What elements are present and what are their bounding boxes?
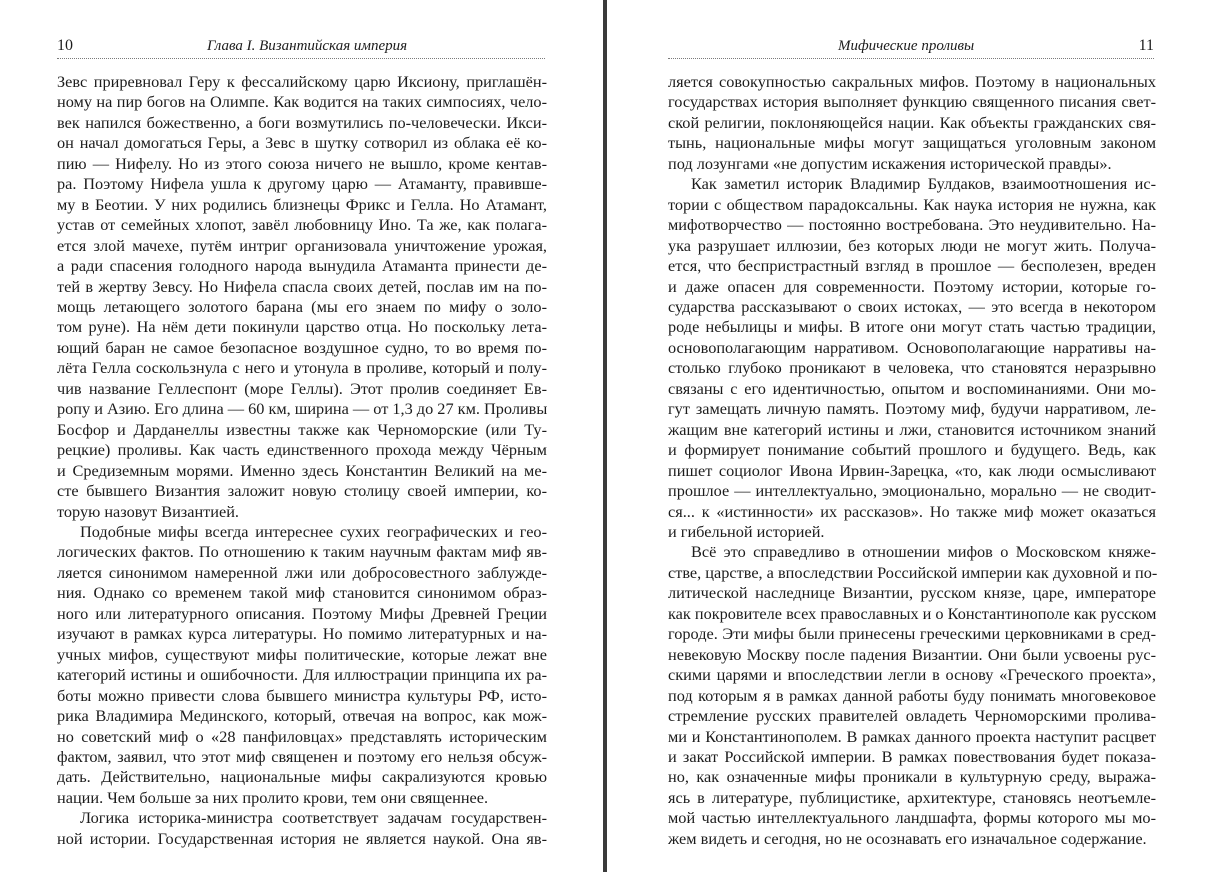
text-line: мой частью интеллектуального ландшафта, формы которого мы мо-: [668, 808, 1156, 828]
page-number: 11: [1138, 37, 1154, 54]
text-line: ясь в литературе, публицистике, архитектуре, становясь неотъемле-: [668, 787, 1156, 807]
text-line: ся... к «истинности» их рассказов». Но также миф может оказаться: [668, 501, 1156, 521]
running-head-left: [57, 36, 545, 59]
text-line: чив название Геллеспонт (море Геллы). Этот пролив соединяет Ев-: [57, 378, 547, 398]
text-line: рика Владимира Мединского, который, отвечая на вопрос, как мож-: [57, 706, 547, 726]
text-line: под лозунгами «не допустим искажения исторической правды».: [668, 153, 1112, 173]
text-line: но советский миф о «28 панфиловцах» представлять историческим: [57, 726, 547, 746]
text-line: рецкие) проливы. Как часть единственного прохода между Чёрным: [57, 440, 547, 460]
running-head-title: Мифические проливы: [838, 38, 975, 54]
page-body-text: [57, 72, 547, 849]
text-line: ному на пир богов на Олимпе. Как водится на таких симпосиях, чело-: [57, 92, 547, 112]
text-line: скими царями и впоследствии легли в основу «Греческого проекта»,: [668, 665, 1156, 685]
text-line: мифотворчество — постоянно востребована. Это неудивительно. На-: [668, 215, 1156, 235]
text-line: жащим вне категорий истины и лжи, становится источником знаний: [668, 419, 1156, 439]
text-line: му в Беотии. У них родились близнецы Фрикс и Гелла. Но Атамант,: [57, 194, 547, 214]
text-line: фактом, заявил, что этот миф священен и поэтому его нельзя обсуж-: [57, 746, 547, 766]
text-line: сударства рассказывают о своих истоках, — это всегда в некотором: [668, 296, 1156, 316]
text-line: гут замещать личную память. Поэтому миф, будучи нарративом, ле-: [668, 399, 1156, 419]
text-line: ми и Константинополем. В рамках данного проекта наступит расцвет: [668, 726, 1156, 746]
running-head-title: Глава I. Византийская империя: [207, 38, 408, 54]
text-line: мощь летающего золотого барана (мы его знаем по мифу о золо-: [57, 296, 547, 316]
text-line: ука разрушает иллюзии, без которых люди не могут жить. Получа-: [668, 235, 1156, 255]
text-line: как покровителе всех православных и о Константинополе как русском: [668, 603, 1157, 623]
text-line: и Средиземным морями. Именно здесь Константин Великий на ме-: [57, 460, 547, 480]
text-line: пишет социолог Ивона Ирвин-Зарецка, «то, как люди осмысливают: [668, 460, 1156, 480]
text-line: он начал домогаться Геры, а Зевс в шутку сотворил из облака её ко-: [57, 133, 547, 153]
text-line: городе. Эти мифы были принесены греческими церковниками в сред-: [668, 624, 1156, 644]
text-line: основополагающим нарративом. Основополагающие нарративы на-: [668, 337, 1156, 357]
text-line: ной истории. Государственная история не является наукой. Она яв-: [57, 828, 547, 848]
text-line: ской религии, поклоняющейся нации. Как объекты гражданских свя-: [668, 112, 1156, 132]
text-line: но, как означенные мифы проникали в культурную среду, выража-: [668, 767, 1156, 787]
text-line: Подобные мифы всегда интереснее сухих географических и гео-: [80, 521, 547, 541]
text-line: век напился божественно, а боги возмутились по-человечески. Икси-: [57, 112, 547, 132]
text-line: прошлое — интеллектуально, эмоционально, морально — не сводит-: [668, 481, 1156, 501]
text-line: ющий баран не самое безопасное воздушное судно, то во время по-: [57, 337, 547, 357]
text-line: и гибельной историей.: [668, 521, 825, 541]
text-line: невековую Москву после падения Византии. Они были усвоены рус-: [668, 644, 1156, 664]
text-line: и закат Российской империи. В рамках повествования будет показа-: [668, 746, 1156, 766]
text-line: а ради спасения голодного народа вынудила Атаманта принести де-: [57, 256, 547, 276]
text-line: пию — Нифелу. Но из этого союза ничего не вышло, кроме кентав-: [57, 153, 547, 173]
text-line: сте бывшего Византия заложит новую столицу своей империи, ко-: [57, 481, 547, 501]
page-number: 10: [57, 37, 73, 54]
text-line: Логика историка-министра соответствует задачам государствен-: [80, 808, 547, 828]
text-line: роде небылицы и мифы. В итоге они могут стать частью традиции,: [668, 317, 1156, 337]
text-line: связаны с его идентичностью, опытом и воспоминаниями. Они мо-: [668, 378, 1156, 398]
text-line: боты можно привести слова бывшего министра культуры РФ, исто-: [57, 685, 547, 705]
book-spine-divider: [603, 0, 607, 872]
text-line: тей в жертву Зевсу. Но Нифела спасла своих детей, послав им на по-: [57, 276, 547, 296]
text-line: тории с обществом парадоксальны. Как наука история не нужна, как: [668, 194, 1156, 214]
text-line: Всё это справедливо в отношении мифов о Московском княже-: [691, 542, 1156, 562]
text-line: ропу и Азию. Его длина — 60 км, ширина — от 1,3 до 27 км. Проливы: [57, 399, 548, 419]
text-line: стве, царстве, а впоследствии Российской империи как духовной и по-: [668, 562, 1158, 582]
text-line: стремление русских правителей овладеть Черноморскими пролива-: [668, 706, 1156, 726]
text-line: жем видеть и сегодня, но не осознавать его изначальное содержание.: [668, 828, 1147, 848]
text-line: учных мифов, существуют мифы политические, которые лежат вне: [57, 644, 547, 664]
text-line: том руне). На нём дети покинули царство отца. Но поскольку лета-: [57, 317, 547, 337]
text-line: ра. Поэтому Нифела ушла к другому царю — Атаманту, правивше-: [57, 174, 547, 194]
text-line: под которым я в рамках данной работы буду понимать многовековое: [668, 685, 1156, 705]
text-line: Как заметил историк Владимир Булдаков, взаимоотношения ис-: [691, 174, 1156, 194]
text-line: логических фактов. По отношению к таким научным фактам миф яв-: [57, 542, 547, 562]
page-body-text: [668, 72, 1156, 849]
text-line: государствах история выполняет функцию священного писания свет-: [668, 92, 1156, 112]
text-line: и даже опасен для современности. Поэтому истории, которые го-: [668, 276, 1156, 296]
left-page: [0, 0, 603, 872]
text-line: столько глубоко проникают в человека, что становятся неразрывно: [668, 358, 1156, 378]
text-line: ется, что беспристрастный взгляд в прошлое — бесполезен, вреден: [668, 256, 1156, 276]
text-line: Босфор и Дарданеллы известны также как Черноморские (или Ту-: [57, 419, 547, 439]
text-line: нации. Чем больше за них пролито крови, тем они священнее.: [57, 787, 489, 807]
text-line: дать. Действительно, национальные мифы сакрализуются кровью: [57, 767, 547, 787]
text-line: тынь, национальные мифы могут защищаться уголовным законом: [668, 133, 1156, 153]
text-line: ется злой мачехе, путём интриг организовала уничтожение урожая,: [57, 235, 547, 255]
text-line: ляется совокупностью сакральных мифов. Поэтому в национальных: [668, 72, 1156, 91]
text-line: изучают в рамках курса литературы. Но помимо литературных и на-: [57, 624, 547, 644]
text-line: категорий истины и ошибочности. Для иллюстрации принципа их ра-: [57, 665, 547, 685]
running-head-right: [668, 36, 1154, 59]
text-line: устав от семейных хлопот, завёл любовницу Ино. Та же, как полага-: [57, 215, 547, 235]
text-line: Зевс приревновал Геру к фессалийскому царю Иксиону, приглашён-: [57, 72, 547, 91]
text-line: лёта Гелла соскользнула с него и утонула в проливе, который и полу-: [57, 358, 547, 378]
right-page: [608, 0, 1210, 872]
text-line: ния. Однако со временем такой миф становится синонимом образ-: [57, 583, 547, 603]
text-line: ного или литературного описания. Поэтому Мифы Древней Греции: [57, 603, 547, 623]
text-line: литической наследнице Византии, русском князе, царе, императоре: [668, 583, 1156, 603]
text-line: ляется синонимом намеренной лжи или добросовестного заблужде-: [57, 562, 547, 582]
text-line: и формирует понимание событий прошлого и будущего. Ведь, как: [668, 440, 1156, 460]
text-line: торую назовут Византией.: [57, 501, 239, 521]
